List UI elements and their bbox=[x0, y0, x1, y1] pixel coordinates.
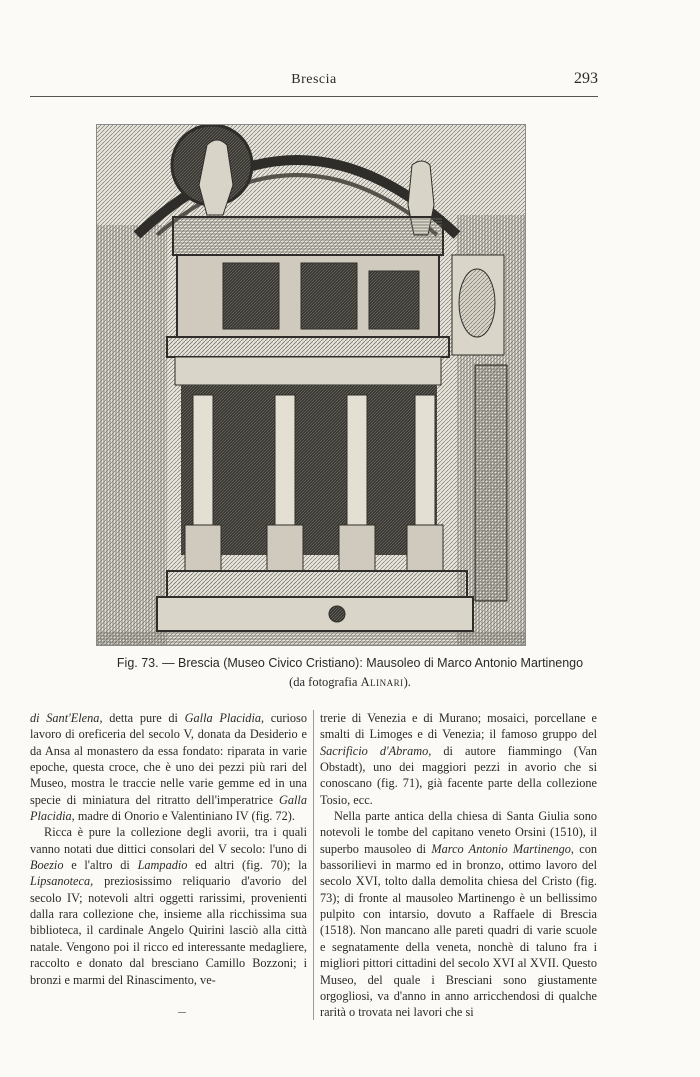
caption-line-1: Fig. 73. — Brescia (Museo Civico Cristiano): Mausoleo di Marco Antonio Martinengo bbox=[116, 656, 584, 670]
left-column bbox=[30, 710, 307, 988]
italic-term: Sacrificio d'Abramo bbox=[320, 743, 429, 758]
figure-73 bbox=[96, 124, 526, 646]
italic-term: Lipsanoteca bbox=[30, 874, 91, 889]
text-run: , con bassorilievi in marmo ed in bronzo, ottimo lavoro del secolo XVI, tolto dalla demolita chiesa del Cristo (fig. 73); di fronte al mausoleo Martinengo è un bellissimo pulpito con intarsio, dovuto a Raffaele di Brescia (1518). Non mancano alle pareti quadri di varie scuole e segnatamente della veneta, nonchè di taluno fra i migliori pittori cittadini del secolo XVI al XVII. Questo Museo, del quale i Bresciani sono giustamente orgogliosi, va d'anno in anno arricchendosi di qualche rarità o trovata nei lavori che si bbox=[320, 841, 597, 1020]
text-run: Nella parte antica della chiesa di Santa Giulia sono notevoli le tombe del capitano veneto Orsini (1510), il superbo mausoleo di bbox=[320, 809, 597, 856]
mausoleum-engraving-image bbox=[97, 125, 525, 645]
bottom-mark bbox=[178, 1012, 186, 1013]
text-run: , detta pure di bbox=[99, 711, 185, 725]
right-paragraph-1 bbox=[320, 710, 597, 808]
header-rule bbox=[30, 96, 598, 97]
right-column bbox=[320, 710, 597, 1021]
italic-term: Marco Antonio Martinengo bbox=[431, 841, 571, 856]
text-run: Ricca è pure la collezione degli avorii, tra i quali vanno notati due dittici consolari del V secolo: l'uno di bbox=[30, 825, 307, 856]
caption-suffix: ). bbox=[403, 675, 411, 689]
column-divider bbox=[313, 710, 314, 1020]
italic-term: Lampadio bbox=[137, 858, 188, 873]
page-number: 293 bbox=[574, 70, 598, 87]
figure-caption bbox=[30, 654, 670, 692]
text-run: ed altri (fig. 70); la bbox=[187, 858, 307, 873]
italic-term: Galla Placidia bbox=[30, 792, 307, 824]
left-paragraph-2 bbox=[30, 824, 307, 987]
caption-prefix: (da fotografia bbox=[289, 675, 361, 689]
text-run: trerie di Venezia e di Murano; mosaici, porcellane e smalti di Limoges e di Venezia; il famoso gruppo del bbox=[320, 711, 597, 742]
running-title: Brescia bbox=[291, 72, 337, 87]
text-run: , curioso lavoro di oreficeria del secolo V, donata da Desiderio e da Ansa al monastero da essa fondato: riparata in varie epoche, questa croce, che è uno dei pezzi più rari del Museo, mostra le traccie nelle varie gemme ed in una specie di miniatura del ritratto dell'imperatrice bbox=[30, 711, 307, 807]
text-run: e l'altro di bbox=[63, 858, 138, 873]
running-header bbox=[30, 68, 598, 92]
italic-term: di Sant'Elena bbox=[30, 711, 100, 725]
text-run: , di autore fiammingo (Van Obstadt), uno dei maggiori pezzi in avorio che si conoscano (fig. 71), già facente parte della collezione Tosio, ecc. bbox=[320, 743, 597, 807]
caption-line-2 bbox=[30, 673, 670, 692]
left-paragraph-1 bbox=[30, 710, 307, 824]
italic-term: Boezio bbox=[30, 858, 64, 873]
photo-credit: Alinari bbox=[360, 675, 404, 689]
italic-term: Galla Placidia bbox=[184, 711, 262, 725]
right-paragraph-2 bbox=[320, 808, 597, 1020]
text-run: , preziosissimo reliquario d'avorio del secolo IV; notevoli altri oggetti rarissimi, provenienti dalla rara collezione che, insieme alla ricchissima sua biblioteca, il cardinale Angelo Quirini lasciò alla città natale. Vengono poi il ricco ed interessante medagliere, raccolto e donato dal bresciano Camillo Bozzoni; i bronzi e marmi del Rinascimento, ve- bbox=[30, 874, 307, 987]
text-run: , madre di Onorio e Valentiniano IV (fig. 72). bbox=[71, 809, 295, 824]
